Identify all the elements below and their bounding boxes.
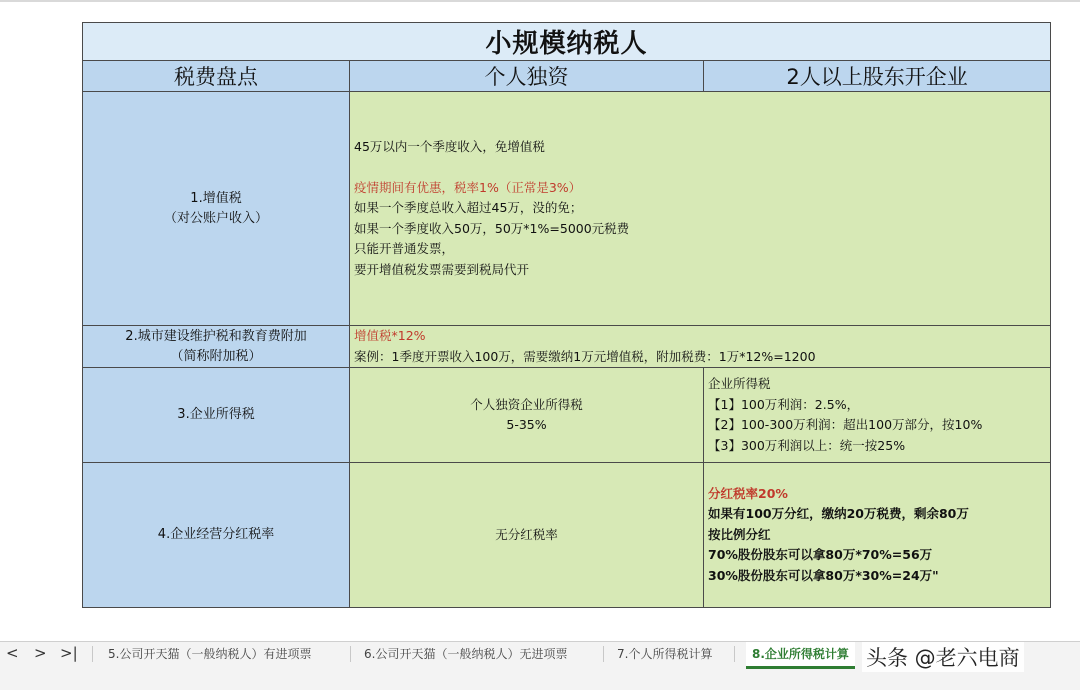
row-label-vat [83, 92, 350, 326]
row-label-dividend: 4.企业经营分红税率 [83, 463, 350, 608]
surcharge-line-2: 案例：1季度开票收入100万，需要缴纳1万元增值税，附加税费：1万*12%=1200 [354, 348, 816, 364]
surcharge-line-1: 增值税*12% [354, 328, 426, 343]
income-tax-corp-line-2: 【1】100万利润：2.5%， [708, 396, 860, 412]
dividend-sole: 无分红税率 [350, 463, 704, 608]
vat-line-4: 如果一个季度收入50万，50万*1%=5000元税费 [354, 220, 630, 236]
income-tax-sole-line-1: 个人独资企业所得税 [470, 396, 583, 412]
income-tax-sole [350, 368, 704, 463]
nav-last-sheet[interactable]: >| [60, 644, 78, 662]
dividend-corp-line-4: 70%股份股东可以拿80万*70%=56万 [708, 547, 933, 563]
sheet-tab-7[interactable]: 7.个人所得税计算 [617, 647, 713, 661]
row-label-income-tax: 3.企业所得税 [83, 368, 350, 463]
tab-separator [92, 646, 93, 662]
dividend-corp-line-3: 按比例分红 [708, 526, 771, 542]
dividend-corp [704, 463, 1051, 608]
dividend-corp-line-1: 分红税率20% [708, 485, 788, 501]
nav-next-sheet[interactable]: > [34, 644, 47, 662]
header-tax-items: 税费盘点 [83, 61, 350, 92]
income-tax-corp [704, 368, 1051, 463]
dividend-corp-line-5: 30%股份股东可以拿80万*30%=24万" [708, 567, 939, 583]
row-label-surcharge [83, 326, 350, 368]
header-multi-shareholder: 2人以上股东开企业 [704, 61, 1051, 92]
vat-line-1: 45万以内一个季度收入，免增值税 [354, 139, 545, 154]
income-tax-corp-line-1: 企业所得税 [708, 376, 771, 391]
vat-line-6: 要开增值税发票需要到税局代开 [354, 261, 530, 277]
header-sole-proprietorship: 个人独资 [350, 61, 704, 92]
tab-separator [734, 646, 735, 662]
surcharge-label-subtitle: （简称附加税） [170, 348, 262, 364]
surcharge-label-title: 2.城市建设维护税和教育费附加 [125, 328, 307, 344]
vat-content [350, 92, 1051, 326]
sheet-tab-5[interactable]: 5.公司开天猫（一般纳税人）有进项票 [108, 647, 312, 661]
watermark-text: 头条 @老六电商 [862, 642, 1024, 672]
income-tax-corp-line-4: 【3】300万利润以上：统一按25% [708, 437, 906, 453]
tax-table [82, 22, 1051, 608]
vat-label-subtitle: （对公账户收入） [163, 210, 268, 226]
top-border [0, 0, 1080, 2]
sheet-tab-8-active[interactable]: 8.企业所得税计算 [746, 642, 855, 669]
income-tax-corp-line-3: 【2】100-300万利润：超出100万部分，按10% [708, 417, 983, 432]
vat-line-3: 如果一个季度总收入超过45万，没的免； [354, 200, 583, 215]
nav-prev-sheet[interactable]: < [6, 644, 19, 662]
tab-separator [603, 646, 604, 662]
vat-line-5: 只能开普通发票， [354, 241, 455, 256]
income-tax-sole-line-2: 5-35% [506, 417, 547, 432]
vat-label-title: 1.增值税 [190, 190, 242, 206]
table-title: 小规模纳税人 [83, 23, 1051, 61]
sheet-tab-bar [0, 641, 1080, 690]
surcharge-content [350, 326, 1051, 368]
sheet-tab-6[interactable]: 6.公司开天猫（一般纳税人）无进项票 [364, 647, 568, 661]
dividend-corp-line-2: 如果有100万分红，缴纳20万税费，剩余80万 [708, 506, 969, 522]
tab-separator [350, 646, 351, 662]
vat-line-2: 疫情期间有优惠，税率1%（正常是3%） [354, 179, 582, 195]
